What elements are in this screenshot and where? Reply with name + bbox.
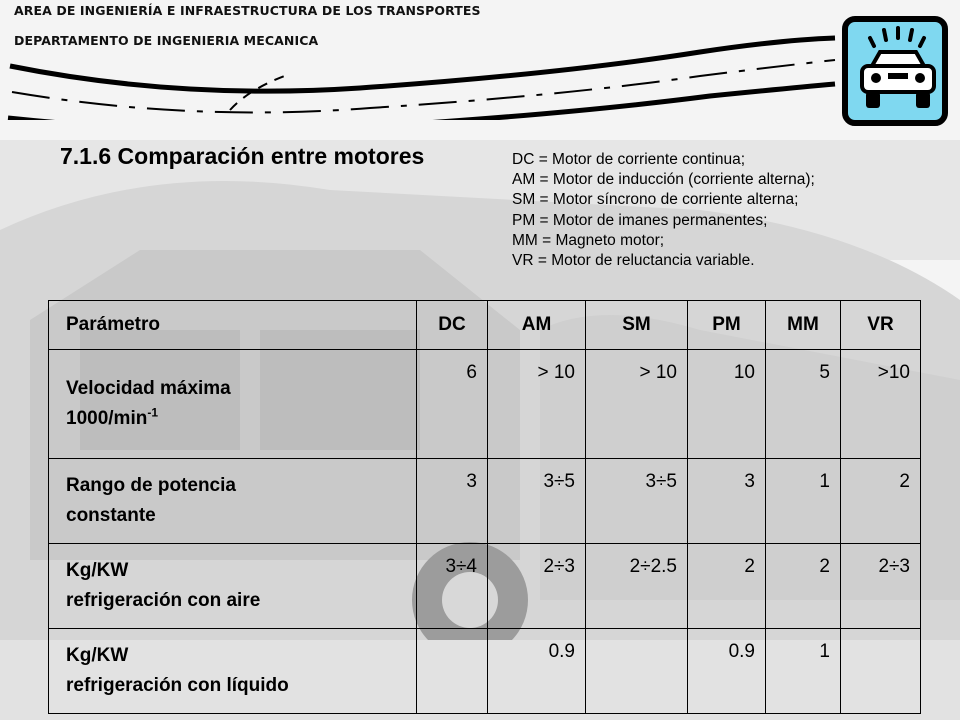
- legend-item: MM = Magneto motor;: [512, 231, 665, 249]
- table-row: [49, 350, 921, 459]
- value-cell: 0.9: [688, 629, 766, 714]
- table-row: [49, 629, 921, 714]
- param-cell: [49, 459, 417, 544]
- road-graphic: [0, 30, 840, 120]
- header-pm: PM: [688, 301, 766, 350]
- value-cell: 2÷3: [488, 544, 586, 629]
- value-cell: 2÷2.5: [586, 544, 688, 629]
- param-cell: [49, 350, 417, 459]
- legend-item: AM = Motor de inducción (corriente alterna);: [512, 171, 815, 189]
- param-line2: refrigeración con líquido: [66, 675, 289, 696]
- value-cell: 6: [417, 350, 488, 459]
- value-cell: 3: [688, 459, 766, 544]
- value-cell: 1: [766, 459, 841, 544]
- value-cell: 0.9: [488, 629, 586, 714]
- value-cell: 3: [417, 459, 488, 544]
- header-dc: DC: [417, 301, 488, 350]
- table-header-row: [49, 301, 921, 350]
- value-cell: 3÷5: [586, 459, 688, 544]
- value-cell: 3÷5: [488, 459, 586, 544]
- motor-comparison-table: [48, 300, 921, 714]
- value-cell: 2÷3: [841, 544, 921, 629]
- header-department: DEPARTAMENTO DE INGENIERIA MECANICA: [14, 33, 319, 48]
- header-institution: AREA DE INGENIERÍA E INFRAESTRUCTURA DE LOS TRANSPORTES: [14, 3, 481, 18]
- param-line1: Velocidad máxima: [66, 378, 231, 399]
- value-cell: > 10: [488, 350, 586, 459]
- value-cell: 10: [688, 350, 766, 459]
- value-cell: 2: [766, 544, 841, 629]
- param-cell: [49, 544, 417, 629]
- header-sm: SM: [586, 301, 688, 350]
- value-cell: [841, 629, 921, 714]
- value-cell: 2: [688, 544, 766, 629]
- header-vr: VR: [841, 301, 921, 350]
- param-line2: 1000/min: [66, 408, 148, 429]
- value-cell: 5: [766, 350, 841, 459]
- value-cell: 2: [841, 459, 921, 544]
- value-cell: [417, 629, 488, 714]
- table-row: [49, 544, 921, 629]
- value-cell: > 10: [586, 350, 688, 459]
- header-parametro: Parámetro: [49, 301, 417, 350]
- header-am: AM: [488, 301, 586, 350]
- param-line2: refrigeración con aire: [66, 590, 261, 611]
- legend-item: PM = Motor de imanes permanentes;: [512, 211, 768, 229]
- param-cell: [49, 629, 417, 714]
- value-cell: 1: [766, 629, 841, 714]
- legend-item: SM = Motor síncrono de corriente alterna;: [512, 191, 799, 209]
- value-cell: >10: [841, 350, 921, 459]
- value-cell: [586, 629, 688, 714]
- page-title: 7.1.6 Comparación entre motores: [60, 143, 425, 169]
- value-cell: 3÷4: [417, 544, 488, 629]
- car-icon: [842, 16, 948, 126]
- param-line1: Kg/KW: [66, 560, 129, 581]
- param-superscript: -1: [147, 405, 158, 420]
- legend-item: VR = Motor de reluctancia variable.: [512, 252, 755, 270]
- param-line1: Rango de potencia: [66, 475, 236, 496]
- table-row: [49, 459, 921, 544]
- param-line1: Kg/KW: [66, 645, 129, 666]
- legend-item: DC = Motor de corriente continua;: [512, 151, 746, 168]
- abbreviation-legend: [512, 150, 815, 271]
- param-line2: constante: [66, 505, 156, 526]
- header-mm: MM: [766, 301, 841, 350]
